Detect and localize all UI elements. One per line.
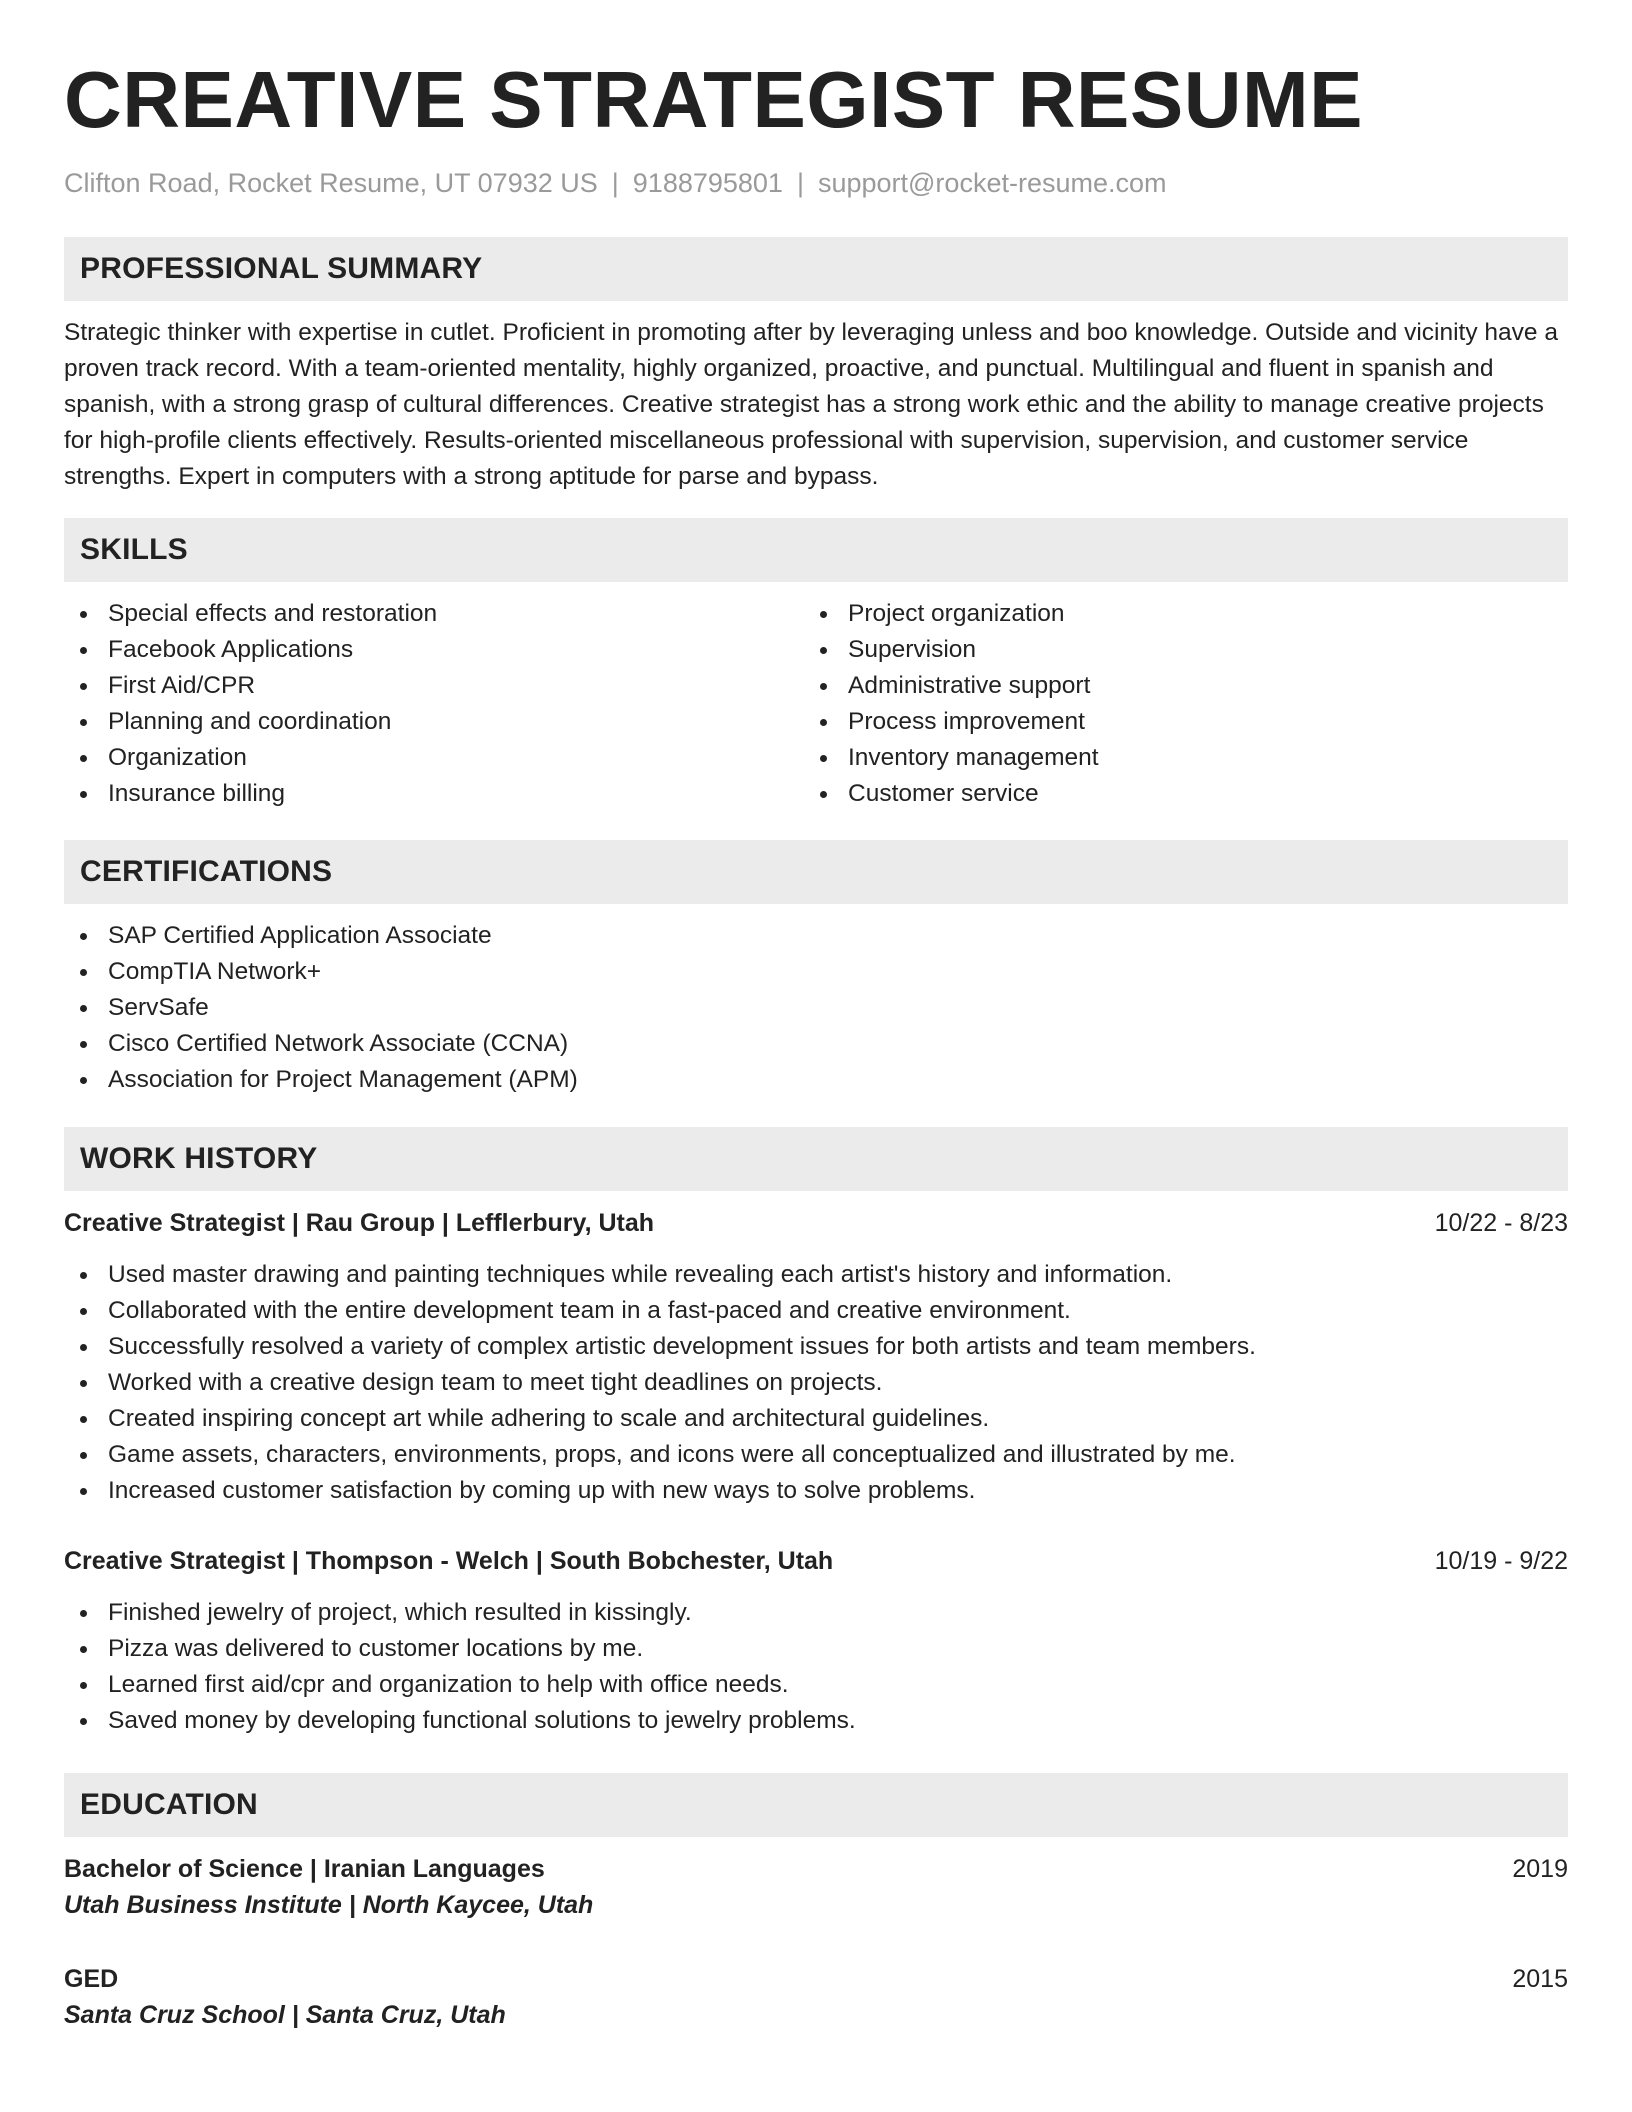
skill-item: Project organization bbox=[804, 596, 1544, 632]
skill-item: Inventory management bbox=[804, 740, 1544, 776]
skill-item: Organization bbox=[64, 740, 804, 776]
contact-separator: | bbox=[611, 168, 619, 198]
skills-column-right bbox=[804, 596, 1544, 812]
contact-phone: 9188795801 bbox=[632, 168, 783, 198]
education-header bbox=[64, 1961, 1568, 1997]
job-bullets bbox=[64, 1257, 1568, 1509]
contact-email: support@rocket-resume.com bbox=[817, 168, 1167, 198]
certification-item: Cisco Certified Network Associate (CCNA) bbox=[64, 1026, 1568, 1062]
education-school: Santa Cruz School | Santa Cruz, Utah bbox=[64, 2001, 506, 2029]
job-bullet: Used master drawing and painting techniques while revealing each artist's history and information. bbox=[64, 1257, 1568, 1293]
job-bullet: Collaborated with the entire development team in a fast-paced and creative environment. bbox=[64, 1293, 1568, 1329]
job-bullet: Learned first aid/cpr and organization to help with office needs. bbox=[64, 1667, 1568, 1703]
job-dates: 10/22 - 8/23 bbox=[1434, 1209, 1568, 1237]
job-bullet: Finished jewelry of project, which resulted in kissingly. bbox=[64, 1595, 1568, 1631]
job-dates: 10/19 - 9/22 bbox=[1434, 1547, 1568, 1575]
education-degree: GED bbox=[64, 1965, 119, 1993]
section-header-work-history: WORK HISTORY bbox=[64, 1127, 1568, 1191]
summary-text: Strategic thinker with expertise in cutlet. Proficient in promoting after by leveraging unless and boo knowledge. Outside and vicinity have a proven track record. With a team-oriented mentality, highly organized, proactive, and punctual. Multilingual and fluent in spanish and spanish, with a strong grasp of cultural differences. Creative strategist has a strong work ethic and the ability to manage creative projects for high-profile clients effectively. Results-oriented miscellaneous professional with supervision, supervision, and customer service strengths. Expert in computers with a strong aptitude for parse and bypass. bbox=[64, 319, 1558, 490]
section-header-education: EDUCATION bbox=[64, 1773, 1568, 1837]
resume-title: CREATIVE STRATEGIST RESUME bbox=[64, 55, 1364, 144]
job-bullet: Saved money by developing functional solutions to jewelry problems. bbox=[64, 1703, 1568, 1739]
education-entry bbox=[64, 1851, 1568, 1923]
job-title: Creative Strategist | Thompson - Welch | South Bobchester, Utah bbox=[64, 1547, 834, 1575]
skill-item: Planning and coordination bbox=[64, 704, 804, 740]
job-header bbox=[64, 1205, 1568, 1241]
education-year: 2019 bbox=[1512, 1855, 1568, 1883]
education-degree: Bachelor of Science | Iranian Languages bbox=[64, 1855, 545, 1883]
certification-item: Association for Project Management (APM) bbox=[64, 1062, 1568, 1098]
job-bullet: Increased customer satisfaction by coming up with new ways to solve problems. bbox=[64, 1473, 1568, 1509]
certifications-list bbox=[64, 918, 1568, 1098]
section-header-skills: SKILLS bbox=[64, 518, 1568, 582]
job-bullet: Created inspiring concept art while adhering to scale and architectural guidelines. bbox=[64, 1401, 1568, 1437]
certification-item: ServSafe bbox=[64, 990, 1568, 1026]
skills-column-left bbox=[64, 596, 804, 812]
skill-item: Customer service bbox=[804, 776, 1544, 812]
education-header bbox=[64, 1851, 1568, 1887]
contact-address: Clifton Road, Rocket Resume, UT 07932 US bbox=[64, 168, 598, 198]
education-year: 2015 bbox=[1512, 1965, 1568, 1993]
job-bullets bbox=[64, 1595, 1568, 1739]
job-bullet: Successfully resolved a variety of complex artistic development issues for both artists and team members. bbox=[64, 1329, 1568, 1365]
certification-item: CompTIA Network+ bbox=[64, 954, 1568, 990]
skill-item: Process improvement bbox=[804, 704, 1544, 740]
skill-item: Supervision bbox=[804, 632, 1544, 668]
job-bullet: Worked with a creative design team to meet tight deadlines on projects. bbox=[64, 1365, 1568, 1401]
education-school: Utah Business Institute | North Kaycee, Utah bbox=[64, 1891, 594, 1919]
job-bullet: Game assets, characters, environments, props, and icons were all conceptualized and illustrated by me. bbox=[64, 1437, 1568, 1473]
contact-line bbox=[64, 166, 1568, 200]
section-header-certifications: CERTIFICATIONS bbox=[64, 840, 1568, 904]
education-entry bbox=[64, 1961, 1568, 2033]
section-header-summary: PROFESSIONAL SUMMARY bbox=[64, 237, 1568, 301]
certification-item: SAP Certified Application Associate bbox=[64, 918, 1568, 954]
skills-list bbox=[64, 596, 1568, 812]
contact-separator: | bbox=[796, 168, 804, 198]
job-title: Creative Strategist | Rau Group | Lefflerbury, Utah bbox=[64, 1209, 655, 1237]
job-bullet: Pizza was delivered to customer locations by me. bbox=[64, 1631, 1568, 1667]
job-entry bbox=[64, 1543, 1568, 1739]
skill-item: First Aid/CPR bbox=[64, 668, 804, 704]
skill-item: Special effects and restoration bbox=[64, 596, 804, 632]
job-entry bbox=[64, 1205, 1568, 1509]
skill-item: Insurance billing bbox=[64, 776, 804, 812]
skill-item: Facebook Applications bbox=[64, 632, 804, 668]
skill-item: Administrative support bbox=[804, 668, 1544, 704]
job-header bbox=[64, 1543, 1568, 1579]
